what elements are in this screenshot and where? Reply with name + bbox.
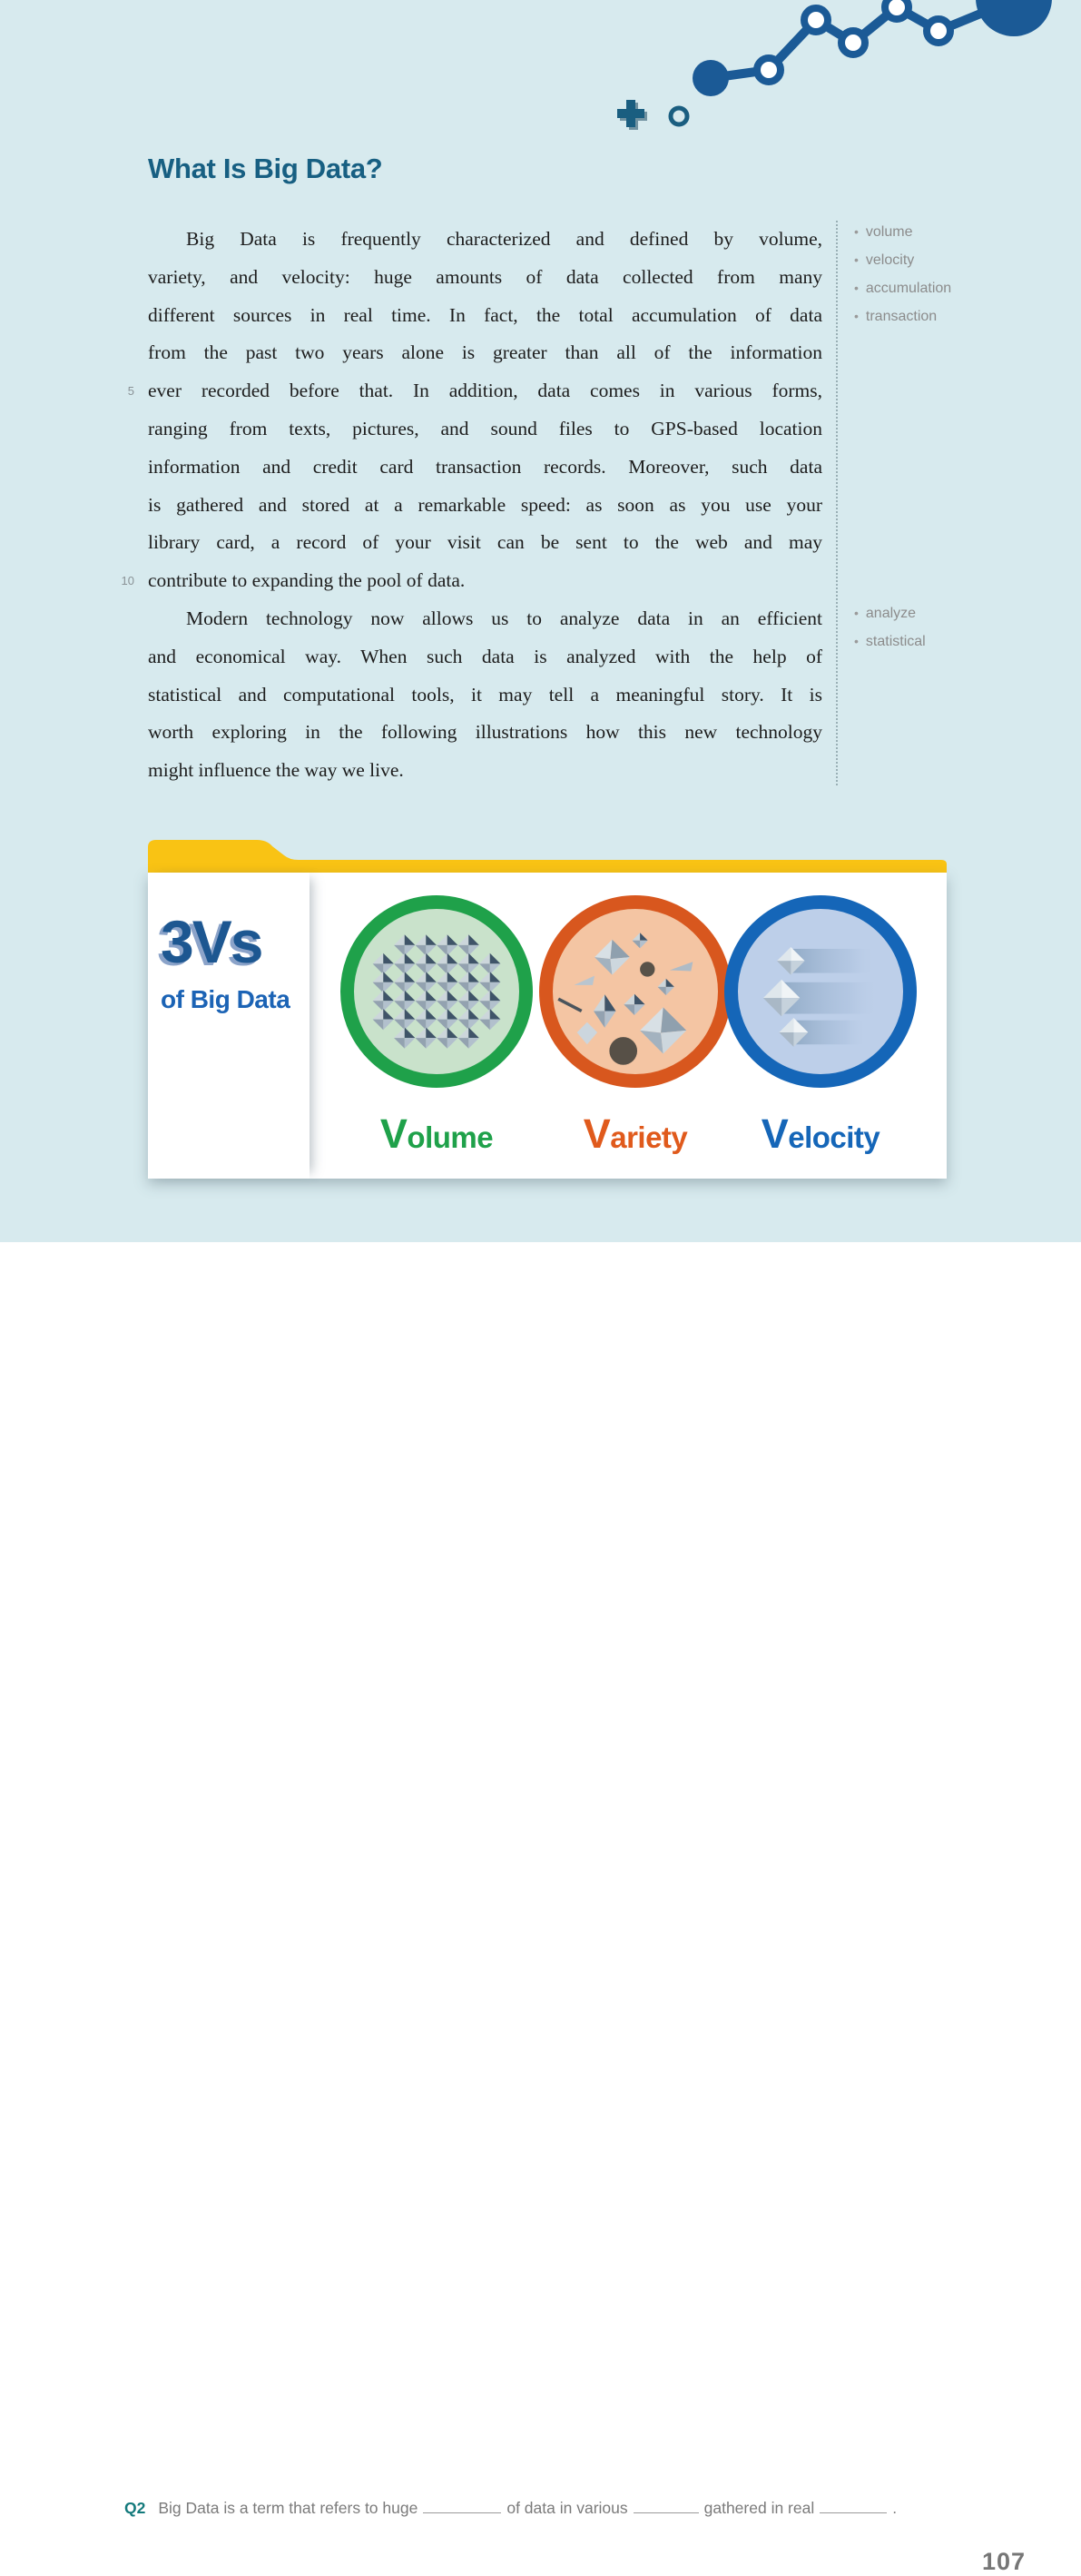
velocity-circle — [724, 895, 917, 1088]
passage-line: library card, a record of your visit can be sent to the web and may — [148, 531, 822, 554]
page-sheet — [0, 0, 1081, 1242]
volume-circle — [340, 895, 533, 1088]
section-heading: What Is Big Data? — [148, 153, 383, 184]
passage-line: from the past two years alone is greater than all of the information — [148, 341, 822, 364]
passage-line: and economical way. When such data is analyzed with the help of — [148, 645, 822, 667]
figure-label-volume: Volume — [379, 1110, 494, 1157]
q2-question — [124, 2499, 1032, 2518]
big-data-figure — [148, 840, 947, 1179]
line-number: 5 — [127, 384, 134, 399]
variety-shapes-icon — [551, 907, 720, 1076]
big-node-icon — [976, 0, 1052, 36]
vocab-item: • transaction — [854, 309, 938, 324]
bullet-icon: • — [854, 281, 859, 295]
passage-line: statistical and computational tools, it may tell a meaningful story. It is — [148, 683, 822, 706]
q2-label: Q2 — [124, 2499, 146, 2517]
passage-line: Modern technology now allows us to analyze data in an efficient — [186, 607, 822, 629]
folder-tab-icon — [148, 840, 947, 873]
figure-label-velocity: Velocity — [761, 1110, 880, 1157]
bottom-band — [0, 1242, 1081, 2575]
passage-line: is gathered and stored at a remarkable speed: as soon as you use your — [148, 493, 822, 516]
q2-text-4: . — [892, 2499, 898, 2517]
figure-body — [148, 873, 947, 1179]
bullet-icon: • — [854, 606, 859, 620]
vocab-item: • volume — [854, 224, 913, 240]
passage-line: contribute to expanding the pool of data. — [148, 569, 466, 592]
q2-text-2: of data in various — [506, 2499, 628, 2517]
page-number: 107 — [981, 2548, 1026, 2575]
plus-icon — [617, 100, 647, 130]
bullet-icon: • — [854, 309, 859, 323]
passage-line: worth exploring in the following illustrations how this new technology — [148, 721, 822, 744]
bullet-icon: • — [854, 634, 859, 648]
vocab-list-1 — [854, 224, 1036, 337]
passage-line: different sources in real time. In fact, the total accumulation of data — [148, 303, 822, 326]
vocab-item: • statistical — [854, 634, 926, 649]
passage-line: ranging from texts, pictures, and sound files to GPS-based location — [148, 417, 822, 439]
line-number: 10 — [121, 574, 134, 588]
vocab-list-2 — [854, 606, 1036, 662]
q2-text-1: Big Data is a term that refers to huge — [158, 2499, 418, 2517]
velocity-arrows-icon — [736, 907, 905, 1076]
small-ring-icon — [671, 108, 687, 124]
bullet-icon: • — [854, 252, 859, 267]
figure-title: 3Vs — [161, 908, 262, 975]
bullet-icon: • — [854, 224, 859, 239]
vocab-item: • velocity — [854, 252, 915, 268]
volume-grid-icon — [352, 907, 521, 1076]
answer-blank — [820, 2500, 887, 2513]
figure-label-variety: Variety — [583, 1110, 688, 1157]
data-trend-graphic — [590, 0, 1081, 150]
vocab-divider — [836, 221, 838, 785]
passage-line: information and credit card transaction records. Moreover, such data — [148, 455, 822, 478]
answer-blank — [634, 2500, 699, 2513]
answer-blank — [423, 2500, 501, 2513]
reading-passage — [148, 221, 822, 790]
figure-subtitle: of Big Data — [161, 985, 290, 1013]
passage-line: Big Data is frequently characterized and defined by volume, — [186, 228, 822, 250]
passage-line: ever recorded before that. In addition, data comes in various forms, — [148, 380, 822, 402]
q2-text-3: gathered in real — [703, 2499, 815, 2517]
filled-node-icon — [693, 60, 729, 96]
vocab-item: • accumulation — [854, 281, 952, 296]
vocab-item: • analyze — [854, 606, 917, 621]
passage-line: might influence the way we live. — [148, 759, 404, 782]
figure-title-card — [148, 873, 310, 1179]
variety-circle — [539, 895, 732, 1088]
passage-line: variety, and velocity: huge amounts of data collected from many — [148, 265, 822, 288]
